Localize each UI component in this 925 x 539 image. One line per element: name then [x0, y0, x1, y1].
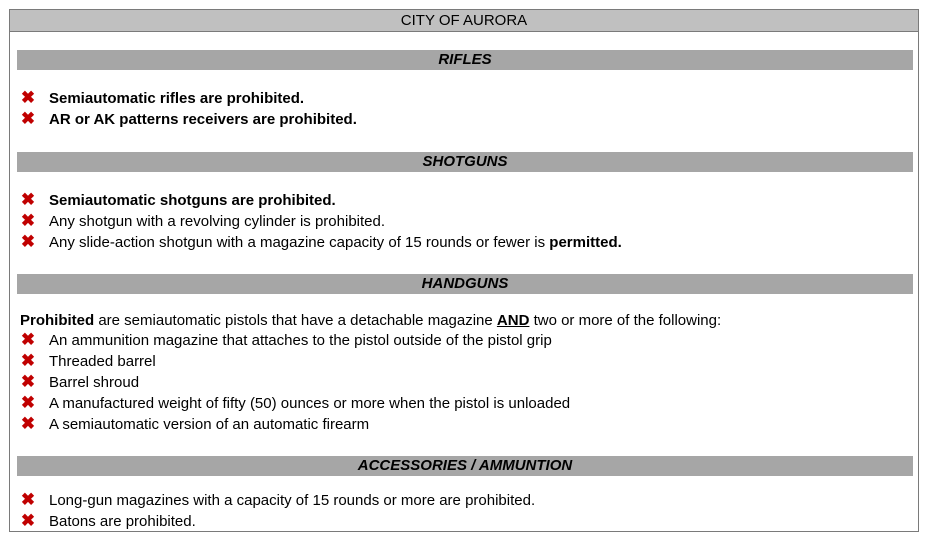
x-mark-icon: ✖	[20, 330, 36, 349]
section-header-accessories: ACCESSORIES / AMMUNTION	[17, 456, 913, 476]
intro-and: AND	[496, 312, 530, 329]
x-mark-icon: ✖	[20, 511, 36, 530]
x-mark-icon: ✖	[20, 88, 36, 107]
intro-prohibited: Prohibited	[20, 312, 95, 329]
list-item-text: Semiautomatic rifles are prohibited.	[49, 90, 305, 107]
permitted-emphasis: permitted.	[549, 234, 622, 251]
list-item-text: Barrel shroud	[49, 374, 140, 391]
section-header-rifles: RIFLES	[17, 50, 913, 70]
x-mark-icon: ✖	[20, 351, 36, 370]
list-item-text: Threaded barrel	[49, 353, 156, 370]
x-mark-icon: ✖	[20, 414, 36, 433]
list-item-text: A semiautomatic version of an automatic firearm	[49, 416, 370, 433]
list-item-text	[49, 232, 622, 253]
x-mark-icon: ✖	[20, 109, 36, 128]
x-mark-icon: ✖	[20, 232, 36, 251]
x-mark-icon: ✖	[20, 490, 36, 509]
list-item-text: An ammunition magazine that attaches to the pistol outside of the pistol grip	[49, 332, 552, 349]
list-item-text-main: Any slide-action shotgun with a magazine capacity of 15 rounds or fewer is	[49, 234, 550, 251]
list-item-text: Semiautomatic shotguns are prohibited.	[49, 192, 336, 209]
list-item-text: Any shotgun with a revolving cylinder is prohibited.	[49, 213, 386, 230]
handguns-intro	[20, 310, 721, 331]
intro-end: two or more of the following:	[529, 312, 722, 329]
ordinance-table	[9, 9, 919, 532]
intro-mid: are semiautomatic pistols that have a detachable magazine	[94, 312, 497, 329]
section-header-handguns: HANDGUNS	[17, 274, 913, 294]
list-item-text: AR or AK patterns receivers are prohibited.	[49, 111, 357, 128]
x-mark-icon: ✖	[20, 190, 36, 209]
list-item-text: Batons are prohibited.	[49, 513, 196, 530]
list-item-text: Long-gun magazines with a capacity of 15 rounds or more are prohibited.	[49, 492, 536, 509]
x-mark-icon: ✖	[20, 211, 36, 230]
x-mark-icon: ✖	[20, 372, 36, 391]
list-item-text: A manufactured weight of fifty (50) ounces or more when the pistol is unloaded	[49, 395, 571, 412]
page-title: CITY OF AURORA	[10, 10, 918, 32]
x-mark-icon: ✖	[20, 393, 36, 412]
section-header-shotguns: SHOTGUNS	[17, 152, 913, 172]
